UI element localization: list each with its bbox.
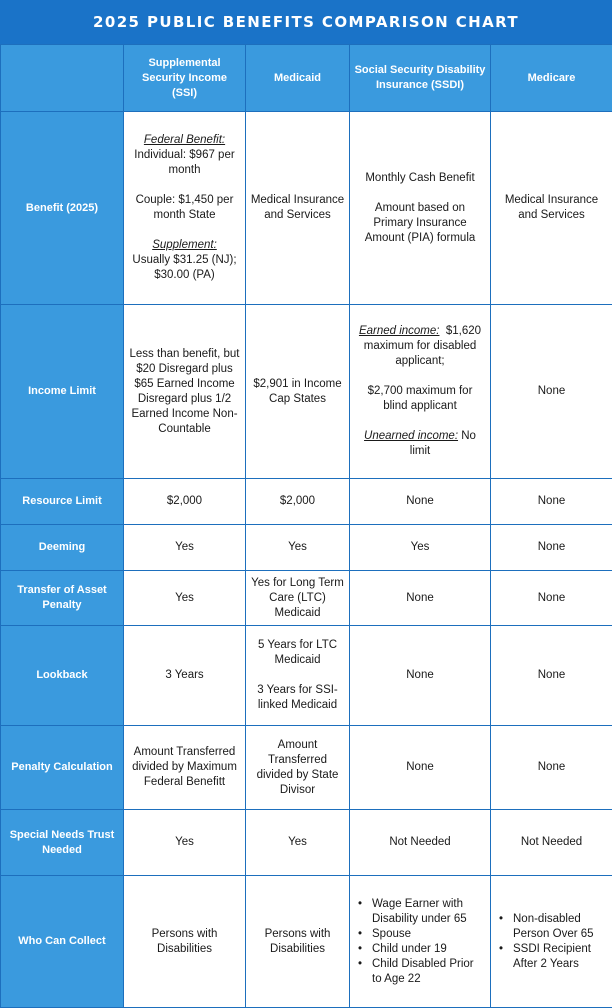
cell-transfer-medicare: None [491,571,612,626]
cell-benefit-ssdi [350,112,491,305]
row-income [1,305,612,479]
row-label-transfer: Transfer of Asset Penalty [1,571,124,626]
cell-trust-ssdi: Not Needed [350,810,491,876]
blind-applicant-value: $2,700 maximum for blind applicant [367,385,473,412]
cell-trust-medicaid: Yes [246,810,350,876]
cell-income-ssdi [350,305,491,479]
cell-deeming-medicaid: Yes [246,525,350,571]
row-penalty [1,726,612,810]
corner-cell [1,45,124,112]
row-trust [1,810,612,876]
column-header-ssdi: Social Security Disability Insurance (SSDI) [350,45,491,112]
row-label-resource: Resource Limit [1,479,124,525]
unearned-income-value: No limit [409,430,476,457]
column-header-ssi: Supplemental Security Income (SSI) [124,45,246,112]
supplement-label: Supplement: [152,239,217,251]
list-item: • Child Disabled Prior to Age 22 [354,957,486,987]
supplement-value: Usually $31.25 (NJ); $30.00 (PA) [132,254,237,281]
cell-resource-medicaid: $2,000 [246,479,350,525]
cell-benefit-ssi [124,112,246,305]
earned-income-value: $1,620 maximum for disabled applicant; [363,325,482,367]
list-item: • Child under 19 [354,942,486,957]
ssdi-eligibility-list [354,897,486,987]
row-deeming [1,525,612,571]
cell-penalty-ssdi: None [350,726,491,810]
row-label-income: Income Limit [1,305,124,479]
cell-income-medicaid: $2,901 in Income Cap States [246,305,350,479]
row-resource [1,479,612,525]
row-label-lookback: Lookback [1,626,124,726]
cell-trust-ssi: Yes [124,810,246,876]
cell-penalty-ssi: Amount Transferred divided by Maximum Federal Benefitt [124,726,246,810]
cell-collect-ssi: Persons with Disabilities [124,876,246,1008]
row-label-benefit: Benefit (2025) [1,112,124,305]
row-transfer [1,571,612,626]
cell-benefit-medicaid: Medical Insurance and Services [246,112,350,305]
column-header-medicaid: Medicaid [246,45,350,112]
cell-lookback-medicare: None [491,626,612,726]
cell-income-medicare: None [491,305,612,479]
federal-benefit-individual: Individual: $967 per month [134,149,235,176]
cell-collect-medicare [491,876,612,1008]
list-item: • Non-disabled Person Over 65 [495,912,608,942]
cell-deeming-medicare: None [491,525,612,571]
list-item: • SSDI Recipient After 2 Years [495,942,608,972]
lookback-medicaid-line1: 5 Years for LTC Medicaid [257,639,338,666]
cell-collect-medicaid: Persons with Disabilities [246,876,350,1008]
cell-resource-ssdi: None [350,479,491,525]
cell-penalty-medicaid: Amount Transferred divided by State Divisor [246,726,350,810]
row-label-trust: Special Needs Trust Needed [1,810,124,876]
federal-benefit-label: Federal Benefit: [143,134,226,146]
cell-income-ssi: Less than benefit, but $20 Disregard plus $65 Earned Income Disregard plus 1/2 Earned Income Non-Countable [124,305,246,479]
lookback-medicaid-line2: 3 Years for SSI-linked Medicaid [257,684,338,711]
row-label-penalty: Penalty Calculation [1,726,124,810]
ssdi-benefit-line2: Amount based on Primary Insurance Amount (PIA) formula [364,201,476,244]
cell-resource-medicare: None [491,479,612,525]
cell-trust-medicare: Not Needed [491,810,612,876]
earned-income-label: Earned income: [358,325,440,337]
row-lookback [1,626,612,726]
cell-lookback-ssi: 3 Years [124,626,246,726]
row-label-deeming: Deeming [1,525,124,571]
cell-transfer-ssdi: None [350,571,491,626]
cell-lookback-medicaid [246,626,350,726]
federal-benefit-couple: Couple: $1,450 per month State [135,194,234,221]
cell-lookback-ssdi: None [350,626,491,726]
row-benefit [1,112,612,305]
cell-penalty-medicare: None [491,726,612,810]
benefits-table [0,44,612,1008]
cell-benefit-medicare: Medical Insurance and Services [491,112,612,305]
list-item: • Wage Earner with Disability under 65 [354,897,486,927]
cell-deeming-ssdi: Yes [350,525,491,571]
column-header-medicare: Medicare [491,45,612,112]
header-row [1,45,612,112]
cell-deeming-ssi: Yes [124,525,246,571]
row-label-collect: Who Can Collect [1,876,124,1008]
chart-title: 2025 PUBLIC BENEFITS COMPARISON CHART [0,0,612,44]
cell-transfer-medicaid: Yes for Long Term Care (LTC) Medicaid [246,571,350,626]
row-collect [1,876,612,1008]
unearned-income-label: Unearned income: [364,430,459,442]
cell-transfer-ssi: Yes [124,571,246,626]
list-item: • Spouse [354,927,486,942]
medicare-eligibility-list [495,912,608,972]
ssdi-benefit-line1: Monthly Cash Benefit [365,171,475,184]
cell-collect-ssdi [350,876,491,1008]
cell-resource-ssi: $2,000 [124,479,246,525]
